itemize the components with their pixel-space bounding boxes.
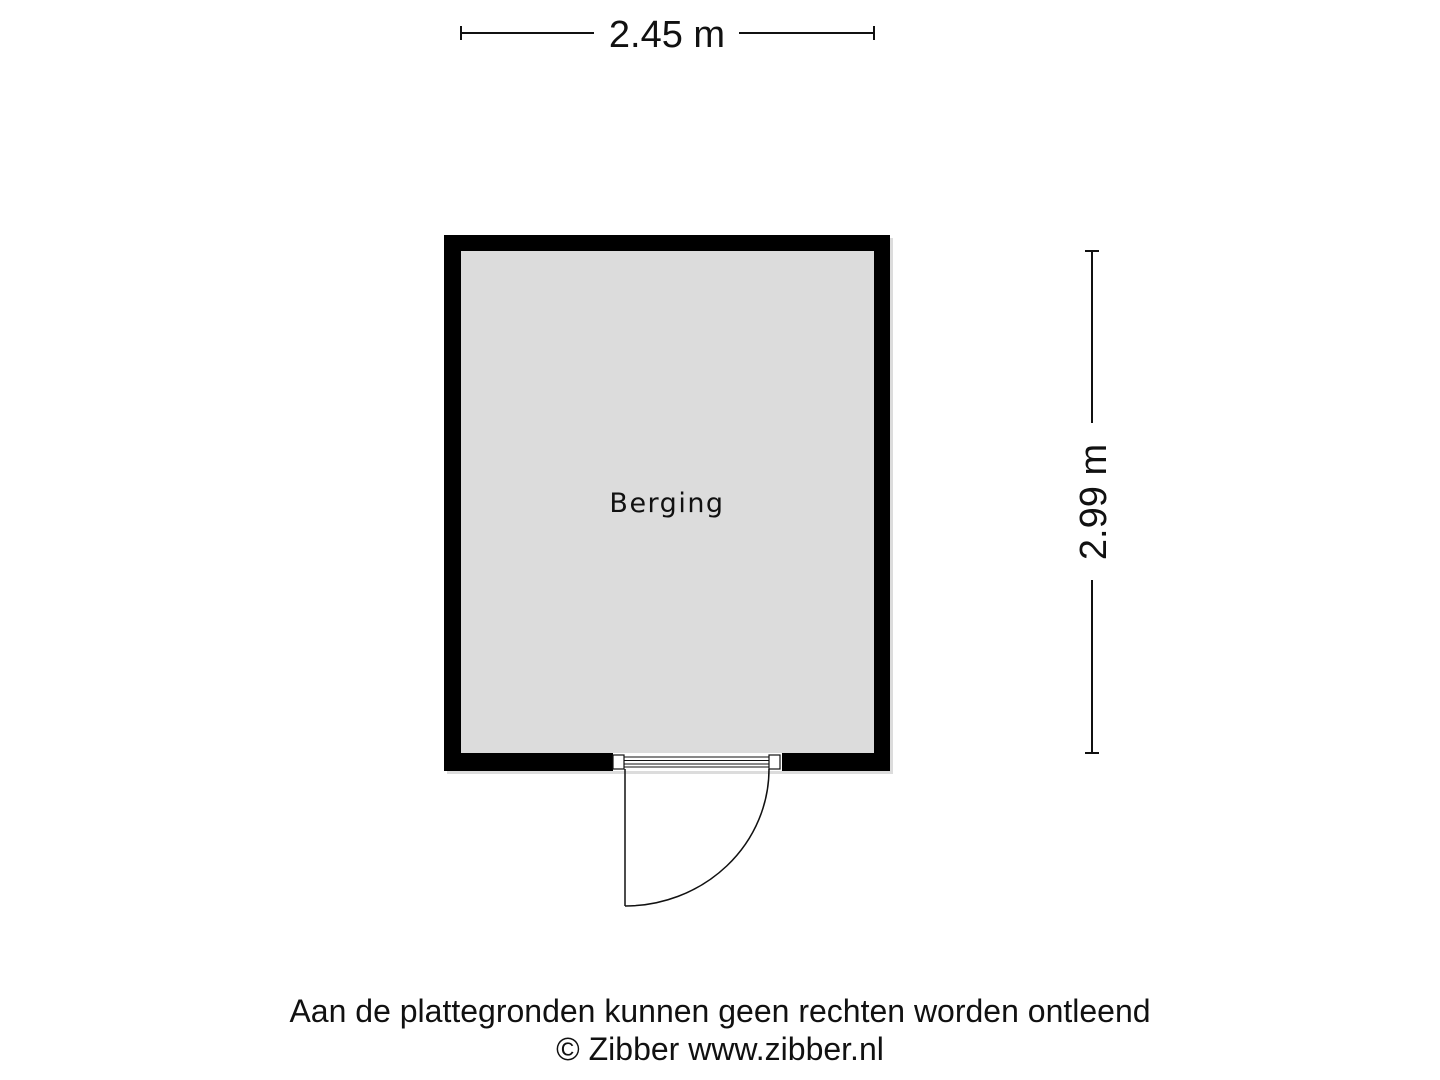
door <box>613 753 782 906</box>
door-opening <box>613 753 782 771</box>
width-dimension <box>461 14 874 56</box>
door-jamb-right <box>769 755 780 769</box>
height-dimension <box>1073 251 1115 753</box>
footer-disclaimer: Aan de plattegronden kunnen geen rechten worden ontleend <box>289 993 1151 1029</box>
room-berging <box>444 235 893 774</box>
room-label: Berging <box>609 488 725 519</box>
height-dimension-label: 2.99 m <box>1073 443 1115 561</box>
door-jamb-left <box>613 755 624 769</box>
width-dimension-label: 2.45 m <box>608 14 726 56</box>
footer-copyright: © Zibber www.zibber.nl <box>556 1031 884 1067</box>
door-swing-arc <box>625 769 769 906</box>
